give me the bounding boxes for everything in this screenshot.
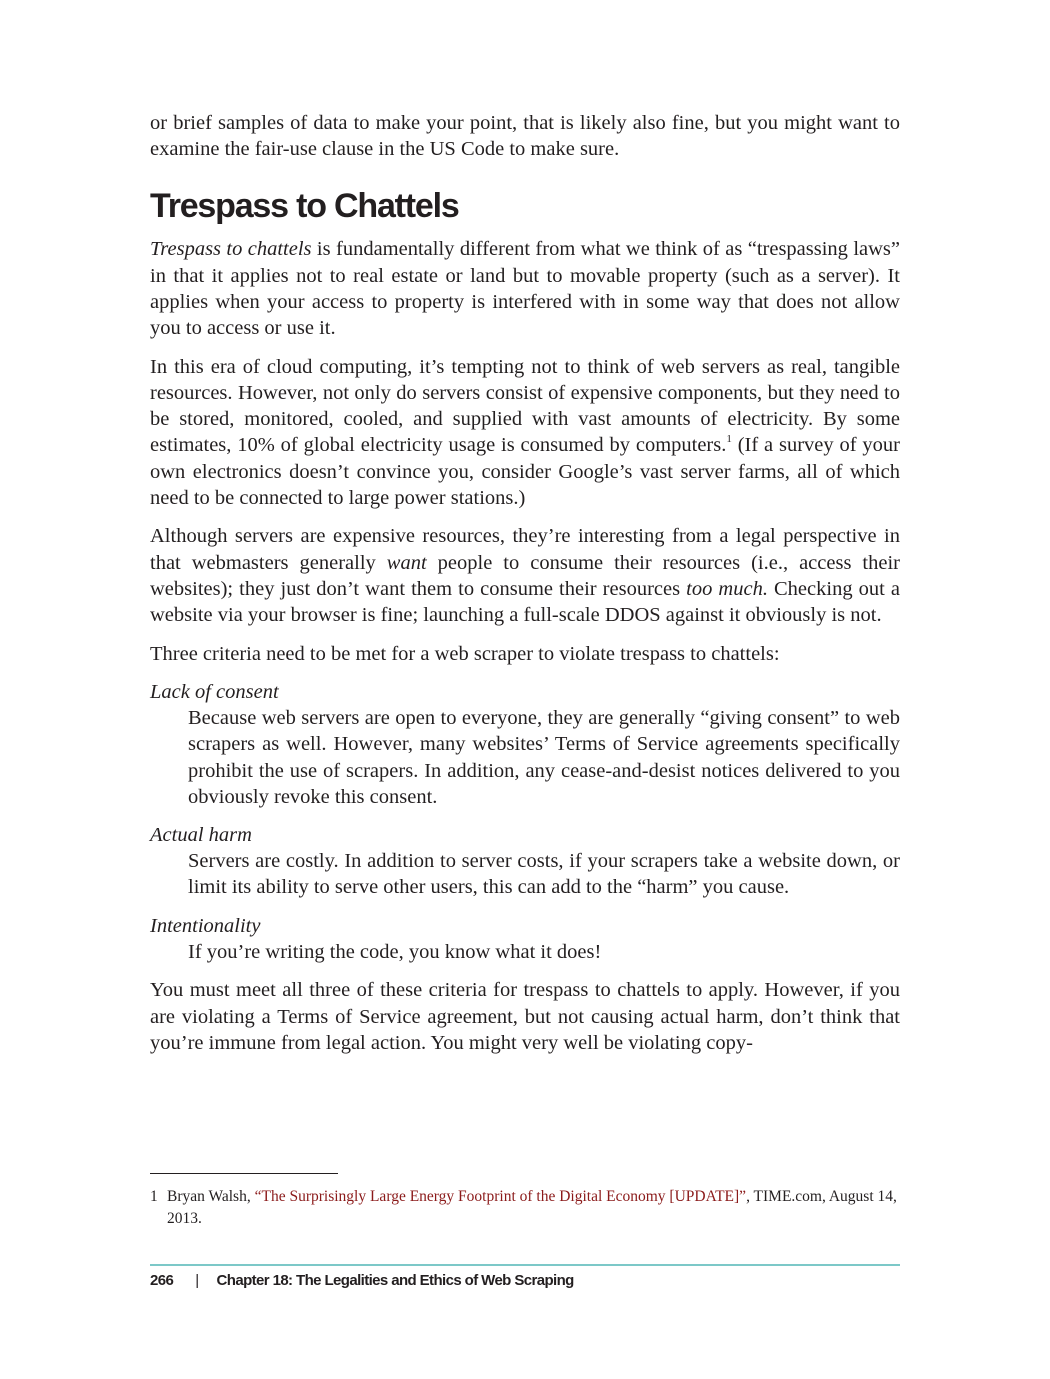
footer-divider [150,1264,900,1266]
footnote-reference[interactable]: 1 [726,433,732,446]
paragraph-criteria-intro: Three criteria need to be met for a web scraper to violate trespass to chattels: [150,642,780,665]
emphasis-too-much: too much. [686,577,768,600]
paragraph-servers-text-a: Although servers are expensive resources, they’re interesting from a legal perspective in that webmasters generally [150,525,900,574]
paragraph-conclusion: You must meet all three of these criteria for trespass to chattels to apply. However, if you are violating a Terms of Service agreement, but not causing actual harm, don’t think that you’re immune from legal action. You might very well be violating copy- [150,979,900,1054]
footnote [150,1186,900,1229]
paragraph-cloud-tail: (If a survey of your own electronics doesn’t convince you, consider Google’s vast server farms, all of which need to be connected to large power stations.) [150,434,900,509]
criteria-definition: If you’re writing the code, you know what it does! [188,940,602,963]
paragraph-cloud-text: In this era of cloud computing, it’s tempting not to think of web servers as real, tangible resources. However, not only do servers consist of expensive components, but they need to be stored, monitored, cooled, and supplied with vast amounts of electricity. By some estimates, 10% of global electricity usage is consumed by computers. [150,355,900,457]
criteria-term: Intentionality [150,914,261,937]
footnote-link[interactable]: “The Surprisingly Large Energy Footprint of the Digital Economy [UPDATE]” [254,1188,747,1205]
footer-separator: | [195,1272,199,1289]
term-trespass-to-chattels: Trespass to chattels [150,238,312,261]
criteria-list [150,679,900,965]
section-heading: Trespass to Chattels [150,187,459,226]
criteria-term: Actual harm [150,823,252,846]
criteria-definition: Because web servers are open to everyone, they are generally “giving consent” to web scrapers as well. However, many websites’ Terms of Service agreements specifically prohibit the use of scrapers. In addition, any cease-and-desist notices delivered to you obviously revoke this consent. [188,707,900,808]
criteria-definition: Servers are costly. In addition to server costs, if your scrapers take a website down, or limit its ability to serve other users, this can add to the “harm” you cause. [188,850,900,899]
paragraph-servers-expensive [150,523,900,628]
intro-paragraph: or brief samples of data to make your point, that is likely also fine, but you might want to examine the fair-use clause in the US Code to make sure. [150,112,900,161]
criteria-term: Lack of consent [150,680,279,703]
paragraph-cloud-computing [150,354,900,511]
page-footer [150,1272,574,1289]
footnote-divider [150,1173,338,1174]
footnote-number: 1 [150,1188,158,1205]
paragraph-servers-text-b: people to consume their resources (i.e., access their websites); they just don’t want them to consume their resources [150,551,900,600]
chapter-title: Chapter 18: The Legalities and Ethics of Web Scraping [216,1272,574,1289]
footnote-body [167,1186,900,1229]
footnote-tail: , TIME.com, August 14, 2013. [167,1188,897,1227]
paragraph-servers-text-c: Checking out a website via your browser is fine; launching a full-scale DDOS against it obviously is not. [150,577,900,627]
paragraph-definition [150,236,900,341]
page-number: 266 [150,1272,174,1289]
page-body [150,110,900,1056]
footnote-author: Bryan Walsh, [167,1188,255,1205]
paragraph-definition-text: is fundamentally different from what we think of as “trespassing laws” in that it applies not to real estate or land but to movable property (such as a server). It applies when your access to property is interfered with in some way that does not allow you to access or use it. [150,238,900,340]
emphasis-want: want [386,551,427,574]
